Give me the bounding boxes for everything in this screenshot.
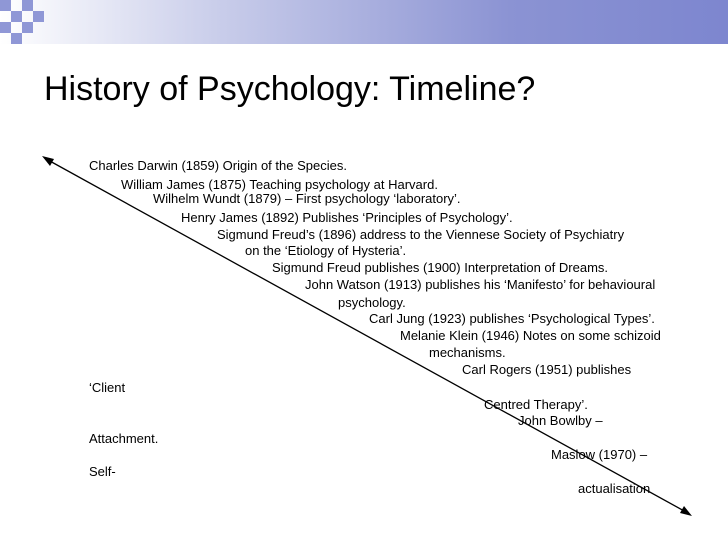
timeline-entry: John Watson (1913) publishes his ‘Manifesto’ for behavioural <box>305 277 656 292</box>
timeline-entry: psychology. <box>338 295 406 310</box>
timeline-entry: Centred Therapy’. <box>484 397 588 412</box>
timeline-entry: Sigmund Freud publishes (1900) Interpretation of Dreams. <box>272 260 609 275</box>
timeline-entry: ‘Client <box>89 380 126 395</box>
timeline-entry: Maslow (1970) – <box>551 447 648 462</box>
timeline-entry: Charles Darwin (1859) Origin of the Species. <box>89 158 347 173</box>
timeline-entry: Carl Rogers (1951) publishes <box>462 362 632 377</box>
timeline-entry: mechanisms. <box>429 345 506 360</box>
timeline-entry: Sigmund Freud’s (1896) address to the Viennese Society of Psychiatry <box>217 227 625 242</box>
timeline-entry: William James (1875) Teaching psychology at Harvard. <box>121 177 438 192</box>
timeline-entry: on the ‘Etiology of Hysteria’. <box>245 243 407 258</box>
slide-title: History of Psychology: Timeline? <box>44 70 536 108</box>
timeline-entry: Carl Jung (1923) publishes ‘Psychological Types’. <box>369 311 655 326</box>
timeline-entry: Attachment. <box>89 431 159 446</box>
timeline-entry: Melanie Klein (1946) Notes on some schizoid <box>400 328 661 343</box>
timeline-entry: Self- <box>89 464 116 479</box>
timeline-entry: John Bowlby – <box>518 413 603 428</box>
timeline-entry: actualisation <box>578 481 651 496</box>
timeline-entry: Wilhelm Wundt (1879) – First psychology ‘laboratory’. <box>153 191 461 206</box>
timeline-entry: Henry James (1892) Publishes ‘Principles of Psychology’. <box>181 210 513 225</box>
